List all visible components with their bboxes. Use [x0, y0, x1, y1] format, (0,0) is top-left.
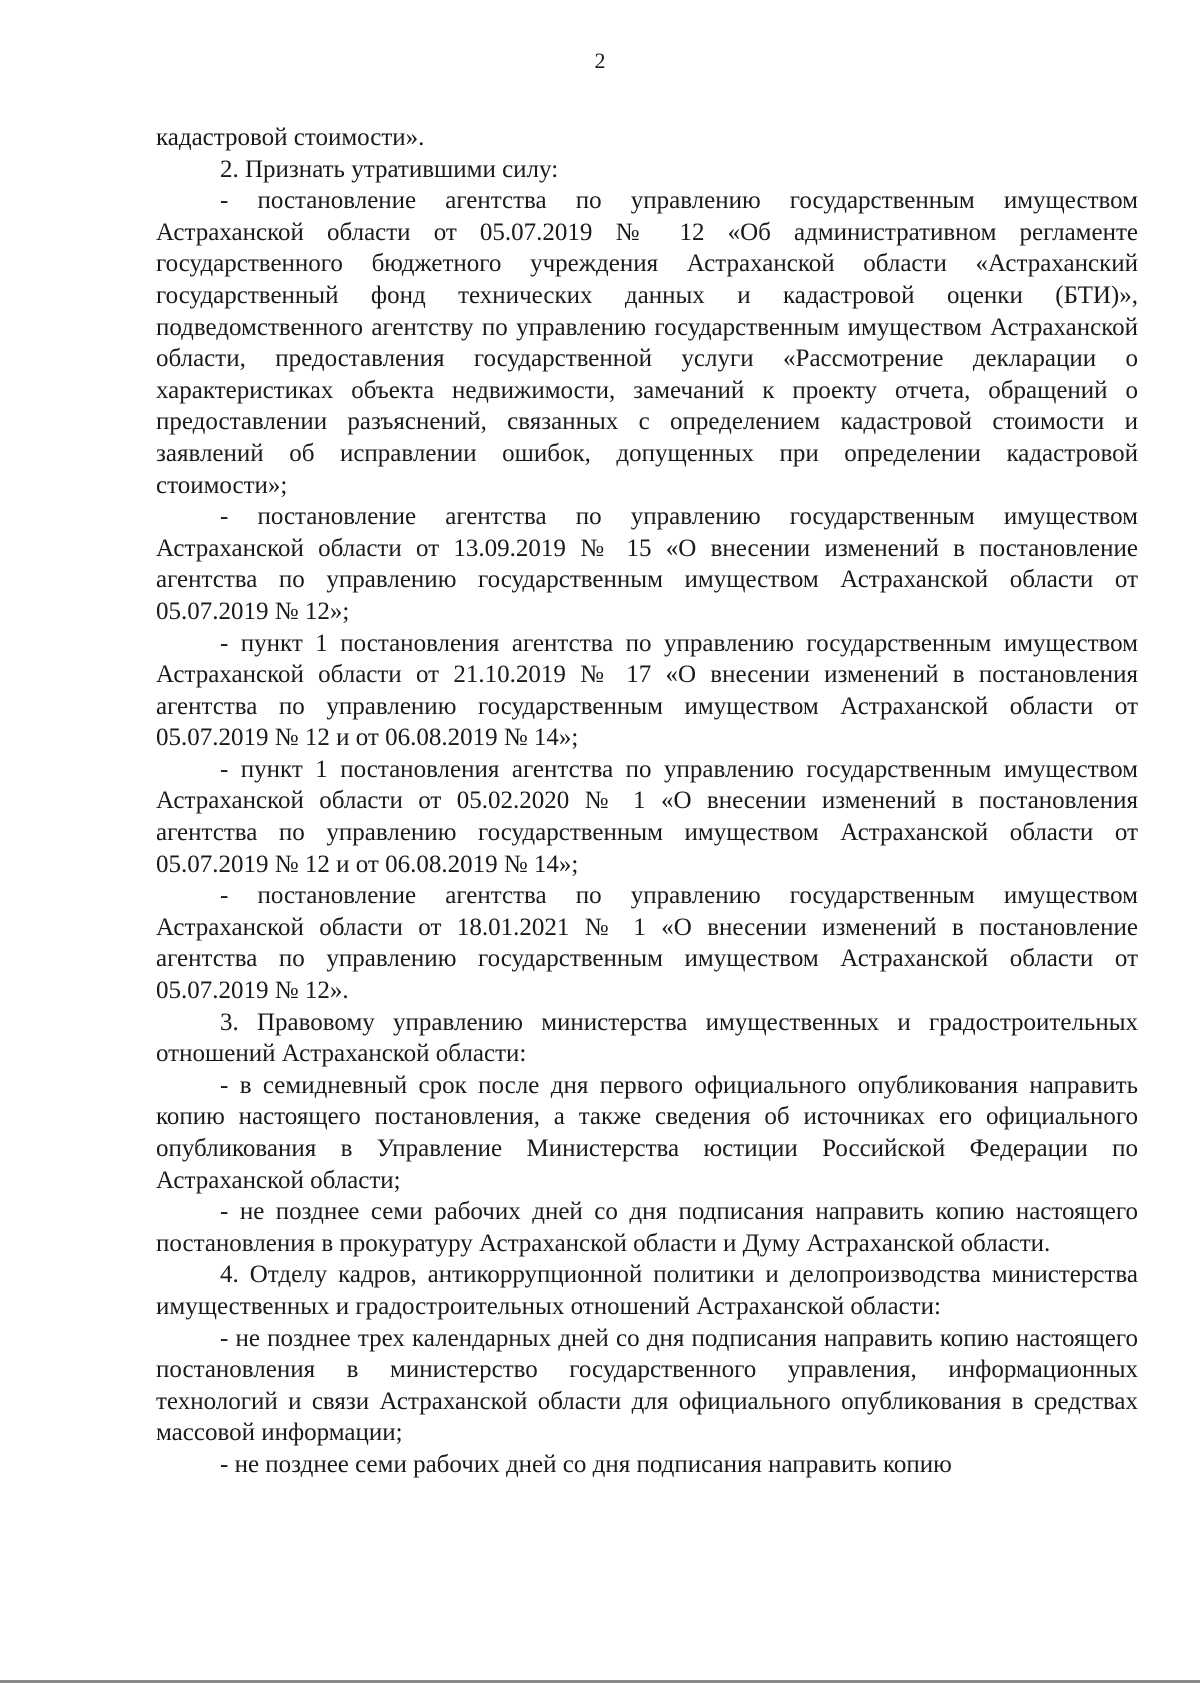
paragraph: 4. Отделу кадров, антикоррупционной политики и делопроизводства министерства имущественных и градостроительных отношений Астраханской области:: [156, 1261, 1138, 1320]
paragraph: - в семидневный срок после дня первого официального опубликования направить копию настоящего постановления, а также сведения об источниках его официального опубликования в Управление Министерства юстиции Российской Федерации по Астраханской области;: [156, 1071, 1138, 1194]
paragraph: - не позднее семи рабочих дней со дня подписания направить копию: [220, 1450, 952, 1478]
document-body: [156, 122, 1138, 1481]
paragraph: - не позднее семи рабочих дней со дня подписания направить копию настоящего постановления в прокуратуру Астраханской области и Думу Астраханской области.: [156, 1198, 1138, 1257]
paragraph: 3. Правовому управлению министерства имущественных и градостроительных отношений Астраханской области:: [156, 1008, 1138, 1068]
paragraph: - постановление агентства по управлению государственным имуществом Астраханской области от 05.07.2019 № 12 «Об административном регламенте государственного бюджетного учреждения Астраханской области «Астраханский государственный фонд технических данных и кадастровой оценки (БТИ)», подведомственного агентству по управлению государственным имуществом Астраханской области, предоставления государственной услуги «Рассмотрение декларации о характеристиках объекта недвижимости, замечаний к проекту отчета, обращений о предоставлении разъяснений, связанных с определением кадастровой стоимости и заявлений об исправлении ошибок, допущенных при определении кадастровой стоимости»;: [156, 187, 1138, 499]
paragraph: - пункт 1 постановления агентства по управлению государственным имуществом Астраханской области от 21.10.2019 № 17 «О внесении изменений в постановления агентства по управлению государственным имуществом Астраханской области от 05.07.2019 № 12 и от 06.08.2019 № 14»;: [156, 629, 1138, 752]
paragraph: - не позднее трех календарных дней со дня подписания направить копию настоящего постановления в министерство государственного управления, информационных технологий и связи Астраханской области для официального опубликования в средствах массовой информации;: [156, 1324, 1138, 1447]
paragraph: 2. Признать утратившими силу:: [220, 155, 559, 183]
paragraph: - постановление агентства по управлению государственным имуществом Астраханской области от 13.09.2019 № 15 «О внесении изменений в постановление агентства по управлению государственным имуществом Астраханской области от 05.07.2019 № 12»;: [156, 503, 1138, 625]
paragraph: - постановление агентства по управлению государственным имуществом Астраханской области от 18.01.2021 № 1 «О внесении изменений в постановление агентства по управлению государственным имуществом Астраханской области от 05.07.2019 № 12».: [156, 882, 1138, 1005]
paragraph: кадастровой стоимости».: [156, 124, 425, 151]
paragraph: - пункт 1 постановления агентства по управлению государственным имуществом Астраханской области от 05.02.2020 № 1 «О внесении изменений в постановления агентства по управлению государственным имуществом Астраханской области от 05.07.2019 № 12 и от 06.08.2019 № 14»;: [156, 755, 1138, 878]
bottom-edge-line: [0, 1680, 1200, 1683]
page-number: 2: [594, 48, 606, 73]
